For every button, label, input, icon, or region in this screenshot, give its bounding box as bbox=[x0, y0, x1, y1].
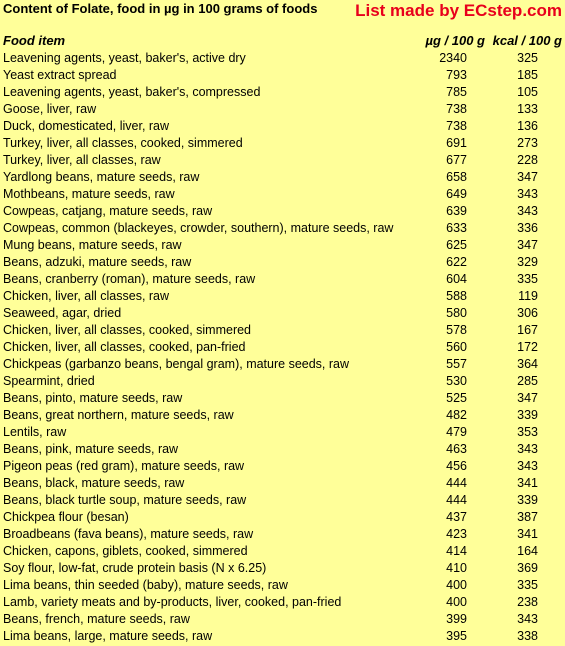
table-row bbox=[0, 611, 565, 628]
table-row bbox=[0, 628, 565, 645]
folate-value: 785 bbox=[446, 85, 467, 99]
food-name: Mung beans, mature seeds, raw bbox=[3, 238, 182, 252]
kcal-value: 369 bbox=[517, 561, 538, 575]
kcal-value: 228 bbox=[517, 153, 538, 167]
kcal-value: 273 bbox=[517, 136, 538, 150]
folate-value: 633 bbox=[446, 221, 467, 235]
kcal-value: 335 bbox=[517, 272, 538, 286]
kcal-value: 185 bbox=[517, 68, 538, 82]
kcal-value: 325 bbox=[517, 51, 538, 65]
food-name: Leavening agents, yeast, baker's, active dry bbox=[3, 51, 246, 65]
table-row bbox=[0, 135, 565, 152]
table-row bbox=[0, 407, 565, 424]
table-row bbox=[0, 475, 565, 492]
kcal-value: 339 bbox=[517, 408, 538, 422]
kcal-value: 341 bbox=[517, 527, 538, 541]
table-row bbox=[0, 458, 565, 475]
folate-value: 738 bbox=[446, 119, 467, 133]
kcal-value: 347 bbox=[517, 391, 538, 405]
folate-value: 588 bbox=[446, 289, 467, 303]
folate-value: 423 bbox=[446, 527, 467, 541]
table-row bbox=[0, 254, 565, 271]
table-row bbox=[0, 288, 565, 305]
food-name: Broadbeans (fava beans), mature seeds, raw bbox=[3, 527, 254, 541]
folate-value: 525 bbox=[446, 391, 467, 405]
kcal-value: 329 bbox=[517, 255, 538, 269]
column-header-ug: µg / 100 g bbox=[425, 33, 485, 48]
kcal-value: 164 bbox=[517, 544, 538, 558]
table-row bbox=[0, 101, 565, 118]
column-header-kcal: kcal / 100 g bbox=[492, 33, 562, 48]
table-row bbox=[0, 594, 565, 611]
kcal-value: 364 bbox=[517, 357, 538, 371]
food-name: Chicken, capons, giblets, cooked, simmered bbox=[3, 544, 248, 558]
food-name: Duck, domesticated, liver, raw bbox=[3, 119, 170, 133]
kcal-value: 335 bbox=[517, 578, 538, 592]
food-name: Beans, pink, mature seeds, raw bbox=[3, 442, 179, 456]
food-name: Chickpea flour (besan) bbox=[3, 510, 129, 524]
table-row bbox=[0, 203, 565, 220]
folate-value: 479 bbox=[446, 425, 467, 439]
kcal-value: 119 bbox=[518, 289, 538, 303]
folate-value: 444 bbox=[446, 476, 467, 490]
folate-value: 400 bbox=[446, 595, 467, 609]
food-name: Turkey, liver, all classes, cooked, simmered bbox=[3, 136, 243, 150]
table-row bbox=[0, 305, 565, 322]
kcal-value: 285 bbox=[517, 374, 538, 388]
kcal-value: 338 bbox=[517, 629, 538, 643]
table-row bbox=[0, 492, 565, 509]
food-name: Beans, black, mature seeds, raw bbox=[3, 476, 185, 490]
kcal-value: 347 bbox=[517, 238, 538, 252]
folate-value: 677 bbox=[446, 153, 467, 167]
kcal-value: 133 bbox=[517, 102, 538, 116]
folate-value: 410 bbox=[446, 561, 467, 575]
folate-value: 604 bbox=[446, 272, 467, 286]
kcal-value: 343 bbox=[517, 204, 538, 218]
food-name: Lamb, variety meats and by-products, liver, cooked, pan-fried bbox=[3, 595, 342, 609]
folate-value: 793 bbox=[446, 68, 467, 82]
table-row bbox=[0, 441, 565, 458]
table-row bbox=[0, 237, 565, 254]
food-name: Lima beans, thin seeded (baby), mature seeds, raw bbox=[3, 578, 288, 592]
folate-value: 639 bbox=[446, 204, 467, 218]
table-row bbox=[0, 220, 565, 237]
table-row bbox=[0, 339, 565, 356]
food-name: Yardlong beans, mature seeds, raw bbox=[3, 170, 200, 184]
table-row bbox=[0, 356, 565, 373]
kcal-value: 339 bbox=[517, 493, 538, 507]
food-name: Beans, cranberry (roman), mature seeds, raw bbox=[3, 272, 256, 286]
folate-value: 691 bbox=[446, 136, 467, 150]
folate-value: 530 bbox=[446, 374, 467, 388]
table-row bbox=[0, 526, 565, 543]
folate-value: 557 bbox=[446, 357, 467, 371]
folate-value: 437 bbox=[446, 510, 467, 524]
kcal-value: 105 bbox=[517, 85, 538, 99]
folate-value: 560 bbox=[446, 340, 467, 354]
folate-value: 658 bbox=[446, 170, 467, 184]
kcal-value: 353 bbox=[517, 425, 538, 439]
table-row bbox=[0, 543, 565, 560]
table-row bbox=[0, 390, 565, 407]
folate-value: 414 bbox=[446, 544, 467, 558]
kcal-value: 238 bbox=[517, 595, 538, 609]
table-row bbox=[0, 577, 565, 594]
food-name: Chickpeas (garbanzo beans, bengal gram), mature seeds, raw bbox=[3, 357, 350, 371]
table-row bbox=[0, 560, 565, 577]
page-title: Content of Folate, food in µg in 100 grams of foods bbox=[3, 1, 318, 16]
folate-value: 482 bbox=[446, 408, 467, 422]
folate-value: 444 bbox=[446, 493, 467, 507]
folate-value: 622 bbox=[446, 255, 467, 269]
table-row bbox=[0, 373, 565, 390]
kcal-value: 387 bbox=[517, 510, 538, 524]
table-row bbox=[0, 186, 565, 203]
table-header bbox=[0, 33, 565, 50]
food-name: Beans, adzuki, mature seeds, raw bbox=[3, 255, 192, 269]
table-row bbox=[0, 271, 565, 288]
food-name: Cowpeas, common (blackeyes, crowder, southern), mature seeds, raw bbox=[3, 221, 394, 235]
food-name: Soy flour, low-fat, crude protein basis (N x 6.25) bbox=[3, 561, 267, 575]
kcal-value: 136 bbox=[517, 119, 538, 133]
food-name: Beans, black turtle soup, mature seeds, raw bbox=[3, 493, 247, 507]
kcal-value: 347 bbox=[517, 170, 538, 184]
food-name: Beans, pinto, mature seeds, raw bbox=[3, 391, 183, 405]
folate-value: 738 bbox=[446, 102, 467, 116]
table-row bbox=[0, 424, 565, 441]
food-name: Seaweed, agar, dried bbox=[3, 306, 122, 320]
food-name: Chicken, liver, all classes, raw bbox=[3, 289, 170, 303]
food-name: Cowpeas, catjang, mature seeds, raw bbox=[3, 204, 213, 218]
table-row bbox=[0, 169, 565, 186]
folate-value: 399 bbox=[446, 612, 467, 626]
food-name: Lima beans, large, mature seeds, raw bbox=[3, 629, 213, 643]
folate-value: 649 bbox=[446, 187, 467, 201]
table-row bbox=[0, 118, 565, 135]
table-row bbox=[0, 67, 565, 84]
food-name: Yeast extract spread bbox=[3, 68, 117, 82]
table-row bbox=[0, 509, 565, 526]
kcal-value: 336 bbox=[517, 221, 538, 235]
kcal-value: 341 bbox=[517, 476, 538, 490]
food-name: Mothbeans, mature seeds, raw bbox=[3, 187, 175, 201]
folate-value: 578 bbox=[446, 323, 467, 337]
kcal-value: 343 bbox=[517, 442, 538, 456]
folate-value: 580 bbox=[446, 306, 467, 320]
food-name: Beans, french, mature seeds, raw bbox=[3, 612, 190, 626]
table-row bbox=[0, 322, 565, 339]
folate-value: 2340 bbox=[439, 51, 467, 65]
folate-value: 400 bbox=[446, 578, 467, 592]
kcal-value: 343 bbox=[517, 187, 538, 201]
kcal-value: 343 bbox=[517, 612, 538, 626]
food-name: Goose, liver, raw bbox=[3, 102, 97, 116]
folate-value: 463 bbox=[446, 442, 467, 456]
kcal-value: 306 bbox=[517, 306, 538, 320]
food-name: Chicken, liver, all classes, cooked, pan-fried bbox=[3, 340, 246, 354]
food-name: Beans, great northern, mature seeds, raw bbox=[3, 408, 234, 422]
food-name: Turkey, liver, all classes, raw bbox=[3, 153, 161, 167]
food-name: Pigeon peas (red gram), mature seeds, raw bbox=[3, 459, 245, 473]
table-row bbox=[0, 152, 565, 169]
food-table bbox=[0, 50, 565, 645]
folate-value: 456 bbox=[446, 459, 467, 473]
table-row bbox=[0, 50, 565, 67]
food-name: Spearmint, dried bbox=[3, 374, 95, 388]
kcal-value: 343 bbox=[517, 459, 538, 473]
food-name: Leavening agents, yeast, baker's, compressed bbox=[3, 85, 261, 99]
table-row bbox=[0, 84, 565, 101]
food-name: Lentils, raw bbox=[3, 425, 67, 439]
folate-value: 625 bbox=[446, 238, 467, 252]
food-name: Chicken, liver, all classes, cooked, simmered bbox=[3, 323, 252, 337]
site-credit: List made by ECstep.com bbox=[355, 1, 562, 20]
kcal-value: 167 bbox=[517, 323, 538, 337]
kcal-value: 172 bbox=[517, 340, 538, 354]
column-header-food: Food item bbox=[3, 33, 66, 48]
folate-value: 395 bbox=[446, 629, 467, 643]
